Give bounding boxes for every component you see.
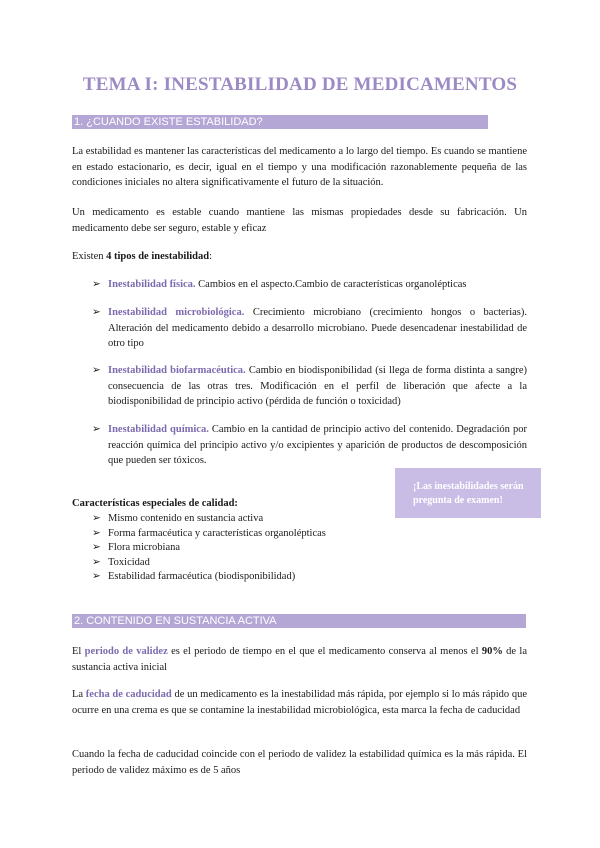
section-2-heading	[72, 614, 526, 628]
instability-name: Inestabilidad física.	[108, 279, 196, 290]
arrow-bullet-icon: ➢	[92, 307, 101, 318]
paragraph-stable-medicine: Un medicamento es estable cuando mantiene las mismas propiedades desde su fabricación. Un medicamento debe ser seguro, estable y eficaz	[72, 207, 527, 234]
instability-text: Cambio en biodisponibilidad (si llega de forma distinta a sangre) consecuencia de las otras tres. Modificación en el perfil de liberación que afecte a la biodisponibilidad de principio activo (pérdida de función o toxicidad)	[108, 365, 527, 407]
paragraph-stability-definition: La estabilidad es mantener las características del medicamento a lo largo del tiempo. Es cuando se mantiene en estado estacionario, es decir, igual en el tiempo y una modificación razonablemente pequeña de las condiciones iniciales no altera significativamente el futuro de la situación.	[72, 146, 527, 188]
list-item: ➢ Forma farmacéutica y características organolépticas	[92, 527, 392, 542]
types-intro-bold: 4 tipos de inestabilidad	[106, 251, 210, 262]
instability-text: Cambios en el aspecto.Cambio de características organolépticas	[195, 279, 467, 290]
instability-item	[92, 277, 527, 293]
instability-item	[92, 305, 527, 352]
arrow-bullet-icon: ➢	[92, 571, 101, 582]
arrow-bullet-icon: ➢	[92, 542, 101, 553]
types-intro-pre: Existen	[72, 251, 107, 262]
quality-heading	[72, 496, 372, 512]
value-90-percent: 90%	[481, 646, 503, 657]
arrow-bullet-icon: ➢	[92, 527, 101, 539]
types-intro-post: :	[209, 251, 213, 262]
quality-list	[92, 512, 392, 585]
paragraph-max-validity: Cuando la fecha de caducidad coincide con el periodo de validez la estabilidad química es la más rápida. El periodo de validez máximo es de 5 años	[72, 749, 527, 776]
arrow-bullet-icon: ➢	[92, 365, 101, 376]
section-2-heading-text: 2. CONTENIDO EN SUSTANCIA ACTIVA	[74, 615, 277, 627]
instability-item	[92, 422, 527, 469]
instability-name: Inestabilidad microbiológica.	[108, 307, 245, 318]
instability-text: Crecimiento microbiano (crecimiento hongos o bacterias). Alteración del medicamento debido a desarrollo microbiano. Puede desencadenar inestabilidad de otro tipo	[108, 307, 527, 349]
list-item: ➢ Flora microbiana	[92, 541, 392, 556]
arrow-bullet-icon: ➢	[92, 513, 101, 524]
term-expiry-date: fecha de caducidad	[85, 689, 172, 700]
instability-item	[92, 363, 527, 410]
paragraph-validity-period: El periodo de validez es el periodo de tiempo en el que el medicamento conserva al menos el 90% de la sustancia activa inicial	[72, 646, 527, 673]
arrow-bullet-icon: ➢	[92, 424, 101, 435]
paragraph-types-intro	[72, 249, 527, 265]
page-title: TEMA I: INESTABILIDAD DE MEDICAMENTOS	[82, 74, 518, 95]
list-item: ➢ Toxicidad	[92, 556, 392, 571]
section-1-heading-text: 1. ¿CUANDO EXISTE ESTABILIDAD?	[74, 116, 263, 128]
instability-name: Inestabilidad biofarmacéutica.	[108, 365, 246, 376]
instability-name: Inestabilidad química.	[108, 424, 209, 435]
list-item: ➢ Estabilidad farmacéutica (biodisponibilidad)	[92, 570, 392, 585]
term-validity-period: periodo de validez	[84, 646, 168, 657]
exam-callout: ¡Las inestabilidades serán pregunta de examen!	[395, 468, 541, 518]
list-item: ➢ Mismo contenido en sustancia activa	[92, 512, 392, 527]
instability-text: Cambio en la cantidad de principio activo del contenido. Degradación por reacción química del principio activo y/o excipientes y aparición de productos de descomposición que pueden ser tóxicos.	[108, 424, 527, 466]
section-1-heading	[72, 115, 488, 129]
arrow-bullet-icon: ➢	[92, 556, 101, 568]
arrow-bullet-icon: ➢	[92, 279, 101, 290]
quality-heading-text: Características especiales de calidad:	[72, 498, 238, 509]
paragraph-expiry-date: La fecha de caducidad de un medicamento es la inestabilidad más rápida, por ejemplo si lo más rápido que ocurre en una crema es que se contamine la inestabilidad microbiológica, esta marca la fecha de caducidad	[72, 689, 527, 716]
